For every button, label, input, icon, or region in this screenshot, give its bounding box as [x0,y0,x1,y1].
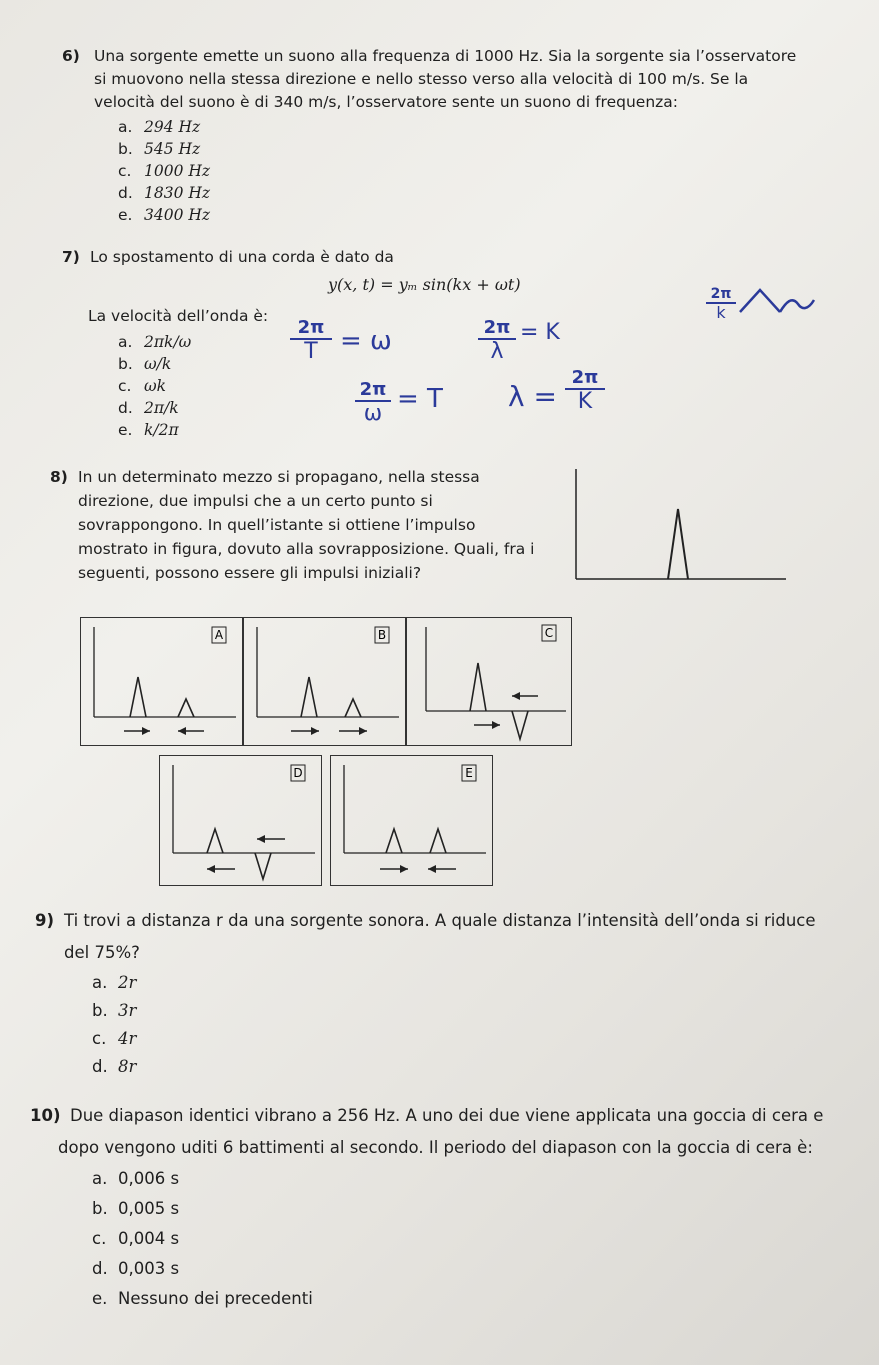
handwritten-fraction-4: 2π K [565,368,605,414]
q10-option-d[interactable]: d. 0,003 s [92,1259,180,1278]
q6-text-line-1: Una sorgente emette un suono alla frequenza di 1000 Hz. Sia la sorgente sia l’osservatore [94,47,797,65]
panel-c[interactable] [406,617,572,746]
q6-option-d[interactable]: d. 1830 Hz [118,184,211,202]
panel-b-label: B [377,628,387,642]
q9-option-a[interactable]: a. 2r [92,973,137,992]
handwritten-eq3-rhs: = T [397,384,443,414]
panel-a-label: A [214,628,224,642]
q10-option-b[interactable]: b. 0,005 s [92,1199,180,1218]
q9-text-line-2: del 75%? [64,943,140,962]
q8-text-line-5: seguenti, possono essere gli impulsi iniziali? [78,564,422,582]
handwritten-corner-fraction: 2π k [706,286,736,322]
panel-e[interactable] [330,755,493,886]
handwritten-eq1-rhs: = ω [340,326,392,356]
q10-number: 10) [30,1106,61,1125]
panel-a[interactable] [80,617,243,746]
q7-text: Lo spostamento di una corda è dato da [90,248,394,266]
q9-option-b[interactable]: b. 3r [92,1001,137,1020]
q7-equation: y(x, t) = yₘ sin(kx + ωt) [328,275,521,294]
handwritten-eq4-lhs: λ = [508,380,557,413]
panel-e-label: E [465,766,473,780]
q7-prompt: La velocità dell’onda è: [88,307,269,325]
q9-number: 9) [35,911,55,930]
handwritten-fraction-3: 2π ω [355,380,391,426]
panel-b[interactable] [243,617,406,746]
q10-option-a[interactable]: a. 0,006 s [92,1169,180,1188]
q10-option-c[interactable]: c. 0,004 s [92,1229,180,1248]
q7-number: 7) [62,248,80,266]
handwritten-eq2-rhs: = K [520,320,560,345]
q7-option-b[interactable]: b. ω/k [118,355,172,373]
q9-option-d[interactable]: d. 8r [92,1057,137,1076]
q6-option-e[interactable]: e. 3400 Hz [118,206,211,224]
q6-option-c[interactable]: c. 1000 Hz [118,162,211,180]
q7-option-d[interactable]: d. 2π/k [118,399,179,417]
q8-number: 8) [50,468,68,486]
resulting-pulse-figure [568,465,790,587]
q9-option-c[interactable]: c. 4r [92,1029,137,1048]
q6-text-line-2: si muovono nella stessa direzione e nello stesso verso alla velocità di 100 m/s. Se la [94,70,749,88]
handwritten-fraction-2: 2π λ [478,318,516,364]
handwritten-fraction-1: 2π T [290,318,332,364]
panel-d-label: D [293,766,303,780]
q10-text-line-2: dopo vengono uditi 6 battimenti al secondo. Il periodo del diapason con la goccia di cera è: [58,1138,813,1157]
q8-text-line-3: sovrappongono. In quell’istante si ottiene l’impulso [78,516,476,534]
q6-number: 6) [62,47,80,65]
panel-c-label: C [544,626,554,640]
q7-option-a[interactable]: a. 2πk/ω [118,333,192,351]
q10-text-line-1: Due diapason identici vibrano a 256 Hz. A uno dei due viene applicata una goccia di cera e [70,1106,824,1125]
q6-option-a[interactable]: a. 294 Hz [118,118,201,136]
q7-option-c[interactable]: c. ωk [118,377,167,395]
q6-text-line-3: velocità del suono è di 340 m/s, l’osservatore sente un suono di frequenza: [94,93,678,111]
q8-text-line-1: In un determinato mezzo si propagano, nella stessa [78,468,480,486]
panel-d[interactable] [159,755,322,886]
handwritten-wave-sketch [736,282,820,322]
q8-text-line-4: mostrato in figura, dovuto alla sovrapposizione. Quali, fra i [78,540,535,558]
q8-text-line-2: direzione, due impulsi che a un certo punto si [78,492,433,510]
q10-option-e[interactable]: e. Nessuno dei precedenti [92,1289,313,1308]
q7-option-e[interactable]: e. k/2π [118,421,179,439]
q6-option-b[interactable]: b. 545 Hz [118,140,201,158]
q9-text-line-1: Ti trovi a distanza r da una sorgente sonora. A quale distanza l’intensità dell’onda si riduce [64,911,816,930]
